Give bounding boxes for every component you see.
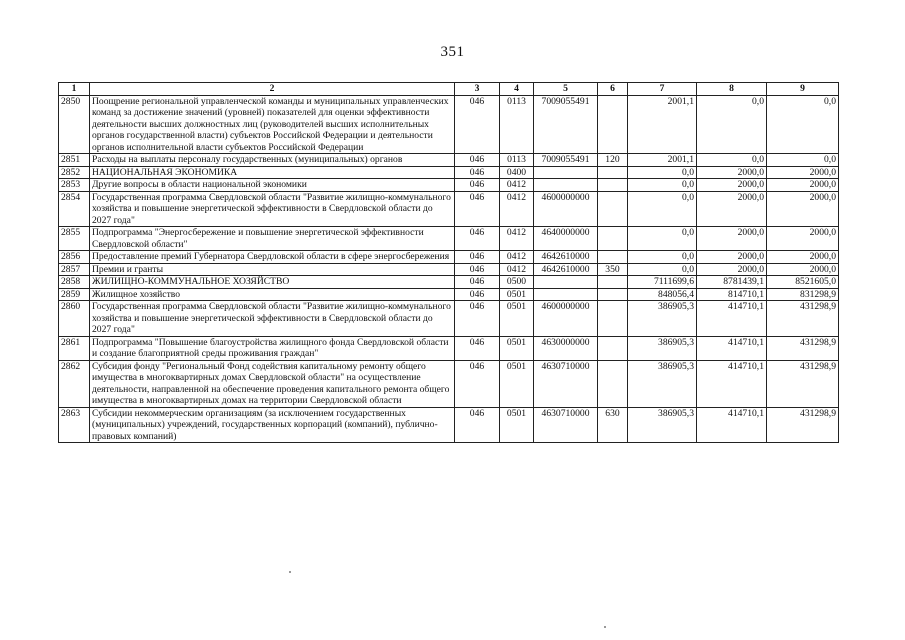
table-row (59, 360, 839, 407)
code-3: 046 (455, 95, 500, 154)
col-header-5: 5 (534, 83, 598, 96)
code-5: 7009055491 (534, 154, 598, 167)
code-5: 4600000000 (534, 301, 598, 337)
col-header-9: 9 (767, 83, 839, 96)
code-4: 0500 (500, 276, 534, 289)
table-row (59, 179, 839, 192)
code-6 (598, 360, 628, 407)
row-name: Предоставление премий Губернатора Свердловской области в сфере энергосбережения (90, 251, 455, 264)
value-9: 431298,9 (767, 360, 839, 407)
value-7: 386905,3 (628, 407, 697, 443)
value-9: 2000,0 (767, 263, 839, 276)
value-7: 386905,3 (628, 360, 697, 407)
value-8: 0,0 (697, 95, 767, 154)
table-row (59, 166, 839, 179)
code-3: 046 (455, 336, 500, 360)
value-7: 2001,1 (628, 95, 697, 154)
row-number: 2860 (59, 301, 90, 337)
value-7: 2001,1 (628, 154, 697, 167)
code-4: 0113 (500, 95, 534, 154)
row-number: 2861 (59, 336, 90, 360)
code-6 (598, 336, 628, 360)
value-8: 0,0 (697, 154, 767, 167)
code-4: 0501 (500, 336, 534, 360)
code-3: 046 (455, 360, 500, 407)
code-3: 046 (455, 276, 500, 289)
code-3: 046 (455, 301, 500, 337)
value-9: 2000,0 (767, 251, 839, 264)
row-name: Субсидия фонду "Региональный Фонд содействия капитальному ремонту общего имущества в многоквартирных домах Свердловской области" на осуществление деятельности, направленной на обеспечение проведения капитального ремонта общего имущества в многоквартирных домах на территории Свердловской области (90, 360, 455, 407)
code-3: 046 (455, 154, 500, 167)
row-number: 2850 (59, 95, 90, 154)
value-7: 386905,3 (628, 336, 697, 360)
code-4: 0400 (500, 166, 534, 179)
code-6 (598, 276, 628, 289)
row-number: 2862 (59, 360, 90, 407)
code-6 (598, 227, 628, 251)
row-name: Подпрограмма "Повышение благоустройства жилищного фонда Свердловской области и создание благоприятной среды проживания граждан" (90, 336, 455, 360)
code-5 (534, 166, 598, 179)
value-9: 431298,9 (767, 336, 839, 360)
page-number: 351 (440, 44, 465, 60)
code-4: 0501 (500, 360, 534, 407)
row-number: 2855 (59, 227, 90, 251)
code-4: 0412 (500, 179, 534, 192)
value-8: 8781439,1 (697, 276, 767, 289)
code-3: 046 (455, 166, 500, 179)
code-4: 0501 (500, 288, 534, 301)
code-3: 046 (455, 407, 500, 443)
code-6: 120 (598, 154, 628, 167)
code-3: 046 (455, 263, 500, 276)
code-4: 0501 (500, 407, 534, 443)
row-number: 2852 (59, 166, 90, 179)
col-header-3: 3 (455, 83, 500, 96)
value-7: 0,0 (628, 179, 697, 192)
code-6: 350 (598, 263, 628, 276)
code-5 (534, 179, 598, 192)
row-number: 2851 (59, 154, 90, 167)
row-name: Другие вопросы в области национальной экономики (90, 179, 455, 192)
col-header-6: 6 (598, 83, 628, 96)
value-8: 414710,1 (697, 301, 767, 337)
scan-speck (604, 626, 606, 628)
code-6: 630 (598, 407, 628, 443)
header-row (59, 83, 839, 96)
row-number: 2859 (59, 288, 90, 301)
value-7: 848056,4 (628, 288, 697, 301)
value-9: 0,0 (767, 95, 839, 154)
value-8: 2000,0 (697, 166, 767, 179)
row-name: Государственная программа Свердловской области "Развитие жилищно-коммунального хозяйства и повышение энергетической эффективности в Свердловской области до 2027 года" (90, 191, 455, 227)
value-8: 414710,1 (697, 360, 767, 407)
value-7: 0,0 (628, 263, 697, 276)
row-number: 2854 (59, 191, 90, 227)
row-number: 2853 (59, 179, 90, 192)
col-header-7: 7 (628, 83, 697, 96)
row-name: Расходы на выплаты персоналу государственных (муниципальных) органов (90, 154, 455, 167)
table-row (59, 227, 839, 251)
table-row (59, 336, 839, 360)
row-name: Государственная программа Свердловской области "Развитие жилищно-коммунального хозяйства и повышение энергетической эффективности в Свердловской области до 2027 года" (90, 301, 455, 337)
code-4: 0501 (500, 301, 534, 337)
code-4: 0412 (500, 251, 534, 264)
table-row (59, 288, 839, 301)
table-row (59, 154, 839, 167)
row-number: 2858 (59, 276, 90, 289)
value-9: 2000,0 (767, 227, 839, 251)
value-8: 414710,1 (697, 407, 767, 443)
code-5: 4642610000 (534, 251, 598, 264)
table-row (59, 191, 839, 227)
col-header-1: 1 (59, 83, 90, 96)
code-6 (598, 166, 628, 179)
code-3: 046 (455, 288, 500, 301)
value-9: 2000,0 (767, 166, 839, 179)
value-9: 831298,9 (767, 288, 839, 301)
table-row (59, 263, 839, 276)
table-row (59, 276, 839, 289)
value-7: 0,0 (628, 251, 697, 264)
value-8: 2000,0 (697, 191, 767, 227)
col-header-2: 2 (90, 83, 455, 96)
row-name: ЖИЛИЩНО-КОММУНАЛЬНОЕ ХОЗЯЙСТВО (90, 276, 455, 289)
row-name: Поощрение региональной управленческой команды и муниципальных управленческих команд за достижение значений (уровней) показателей для оценки эффективности деятельности высших должностных лиц (руководителей высших исполнительных органов государственной власти) субъектов Российской Федерации и деятельности органов исполнительной власти субъектов Российской Федерации (90, 95, 455, 154)
value-9: 2000,0 (767, 191, 839, 227)
value-7: 0,0 (628, 227, 697, 251)
row-name: Субсидии некоммерческим организациям (за исключением государственных (муниципальных) учреждений, государственных корпораций (компаний), публично-правовых компаний) (90, 407, 455, 443)
code-4: 0412 (500, 227, 534, 251)
code-5: 4630000000 (534, 336, 598, 360)
row-name: Жилищное хозяйство (90, 288, 455, 301)
value-9: 431298,9 (767, 301, 839, 337)
col-header-8: 8 (697, 83, 767, 96)
code-6 (598, 95, 628, 154)
table-row (59, 95, 839, 154)
code-6 (598, 301, 628, 337)
code-5 (534, 288, 598, 301)
row-name: Премии и гранты (90, 263, 455, 276)
value-9: 0,0 (767, 154, 839, 167)
code-5: 4630710000 (534, 360, 598, 407)
code-5: 4630710000 (534, 407, 598, 443)
row-number: 2857 (59, 263, 90, 276)
value-7: 7111699,6 (628, 276, 697, 289)
code-6 (598, 191, 628, 227)
code-3: 046 (455, 251, 500, 264)
code-4: 0113 (500, 154, 534, 167)
code-5: 4640000000 (534, 227, 598, 251)
value-9: 8521605,0 (767, 276, 839, 289)
code-6 (598, 179, 628, 192)
value-8: 414710,1 (697, 336, 767, 360)
code-6 (598, 288, 628, 301)
code-5: 4600000000 (534, 191, 598, 227)
code-4: 0412 (500, 263, 534, 276)
value-9: 431298,9 (767, 407, 839, 443)
code-3: 046 (455, 227, 500, 251)
code-5: 4642610000 (534, 263, 598, 276)
value-8: 814710,1 (697, 288, 767, 301)
code-4: 0412 (500, 191, 534, 227)
value-8: 2000,0 (697, 179, 767, 192)
col-header-4: 4 (500, 83, 534, 96)
value-8: 2000,0 (697, 263, 767, 276)
row-number: 2856 (59, 251, 90, 264)
row-name: Подпрограмма "Энергосбережение и повышение энергетической эффективности Свердловской области" (90, 227, 455, 251)
value-8: 2000,0 (697, 227, 767, 251)
table-row (59, 251, 839, 264)
code-5: 7009055491 (534, 95, 598, 154)
table-row (59, 301, 839, 337)
scan-speck (289, 571, 291, 573)
code-3: 046 (455, 179, 500, 192)
row-number: 2863 (59, 407, 90, 443)
row-name: НАЦИОНАЛЬНАЯ ЭКОНОМИКА (90, 166, 455, 179)
code-5 (534, 276, 598, 289)
code-6 (598, 251, 628, 264)
code-3: 046 (455, 191, 500, 227)
value-7: 386905,3 (628, 301, 697, 337)
value-8: 2000,0 (697, 251, 767, 264)
value-7: 0,0 (628, 191, 697, 227)
value-7: 0,0 (628, 166, 697, 179)
table-row (59, 407, 839, 443)
value-9: 2000,0 (767, 179, 839, 192)
budget-table (58, 82, 839, 443)
